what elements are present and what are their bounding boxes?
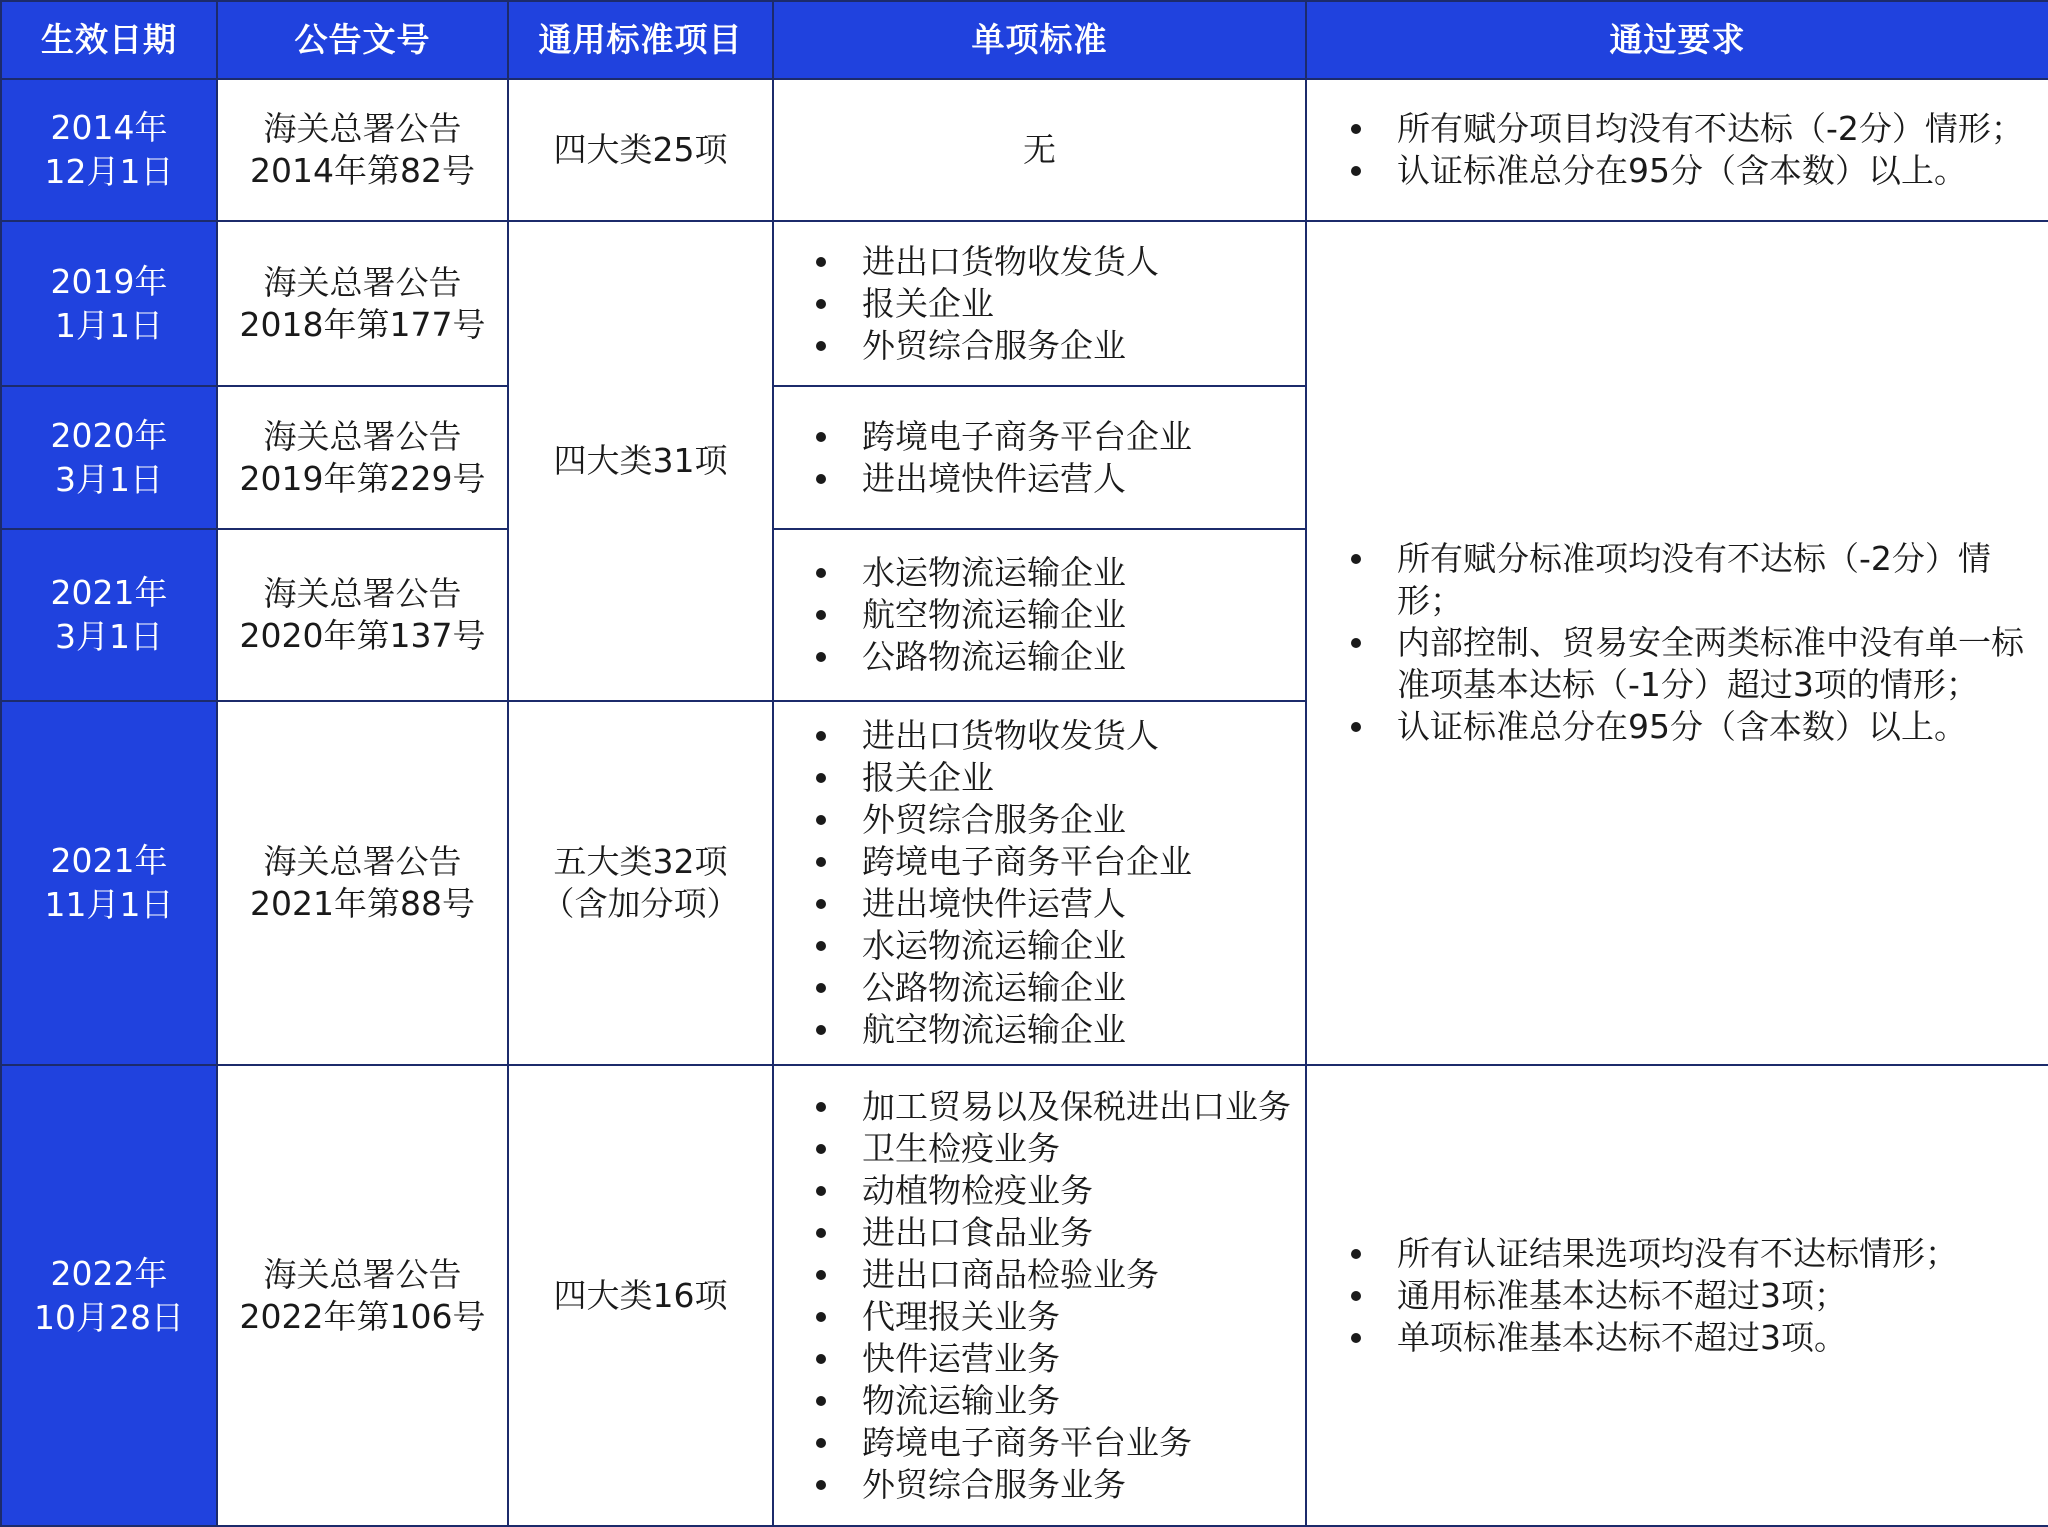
effective-date-cell: [1, 701, 217, 1065]
date-day: 3月1日: [55, 459, 163, 499]
list-item: 认证标准总分在95分（含本数）以上。: [1329, 706, 2034, 748]
list-item: 外贸综合服务企业: [794, 325, 1305, 367]
bullet-dot-icon: [816, 1438, 826, 1448]
bullet-dot-icon: [1351, 722, 1361, 732]
bullet-dot-icon: [1351, 124, 1361, 134]
header-notice-number: 公告文号: [217, 1, 508, 79]
list-item: 代理报关业务: [794, 1296, 1305, 1338]
list-item: 进出口食品业务: [794, 1212, 1305, 1254]
notice-number-cell: [217, 221, 508, 386]
list-item: 物流运输业务: [794, 1380, 1305, 1422]
bullet-dot-icon: [816, 1186, 826, 1196]
pass-requirement-cell: [1306, 79, 2048, 221]
general-standard-note: （含加分项）: [541, 884, 740, 923]
bullet-dot-icon: [816, 299, 826, 309]
notice-number-cell: [217, 386, 508, 529]
date-year: 2020年: [50, 415, 168, 455]
list-item: 跨境电子商务平台业务: [794, 1422, 1305, 1464]
bullet-dot-icon: [816, 568, 826, 578]
effective-date-cell: [1, 1065, 217, 1526]
bullet-dot-icon: [816, 1396, 826, 1406]
date-year: 2022年: [50, 1253, 168, 1293]
list-item: 公路物流运输企业: [794, 636, 1305, 678]
bullet-dot-icon: [816, 1480, 826, 1490]
list-item: 进出口商品检验业务: [794, 1254, 1305, 1296]
notice-issuer: 海关总署公告: [263, 262, 462, 302]
date-year: 2019年: [50, 261, 168, 301]
bullet-dot-icon: [816, 731, 826, 741]
single-standard-cell: [773, 221, 1306, 386]
single-standard-cell: [773, 529, 1306, 701]
notice-number-cell: [217, 701, 508, 1065]
single-standard-list: [794, 552, 1305, 678]
bullet-dot-icon: [1351, 1333, 1361, 1343]
bullet-dot-icon: [816, 474, 826, 484]
list-item: 卫生检疫业务: [794, 1128, 1305, 1170]
list-item: 公路物流运输企业: [794, 967, 1305, 1009]
list-item: 进出境快件运营人: [794, 883, 1305, 925]
general-standard-text: 四大类16项: [553, 1275, 728, 1315]
bullet-dot-icon: [1351, 1249, 1361, 1259]
bullet-dot-icon: [816, 257, 826, 267]
single-standard-list: [794, 241, 1305, 367]
list-item: 单项标准基本达标不超过3项。: [1329, 1317, 2034, 1359]
bullet-dot-icon: [816, 941, 826, 951]
list-item: 动植物检疫业务: [794, 1170, 1305, 1212]
general-standard-cell: [508, 221, 773, 701]
single-standard-list: [794, 715, 1305, 1051]
bullet-dot-icon: [1351, 554, 1361, 564]
notice-issuer: 海关总署公告: [263, 574, 462, 613]
notice-issuer: 海关总署公告: [263, 416, 462, 456]
general-standard-cell: [508, 1065, 773, 1526]
general-standard-cell: [508, 701, 773, 1065]
pass-requirement-cell: [1306, 1065, 2048, 1526]
notice-number: 2022年第106号: [239, 1296, 486, 1336]
general-standard-text: 四大类31项: [553, 441, 728, 480]
list-item: 外贸综合服务企业: [794, 799, 1305, 841]
single-standard-cell: [773, 79, 1306, 221]
bullet-dot-icon: [816, 773, 826, 783]
list-item: 水运物流运输企业: [794, 552, 1305, 594]
bullet-dot-icon: [816, 899, 826, 909]
bullet-dot-icon: [816, 1270, 826, 1280]
bullet-dot-icon: [1351, 638, 1361, 648]
header-effective-date: 生效日期: [1, 1, 217, 79]
list-item: 进出口货物收发货人: [794, 715, 1305, 757]
list-item: 报关企业: [794, 283, 1305, 325]
list-item: 所有赋分标准项均没有不达标（-2分）情形；: [1329, 538, 2034, 622]
single-standard-text: 无: [1023, 130, 1056, 169]
notice-issuer: 海关总署公告: [263, 1254, 462, 1294]
requirement-list: [1329, 1233, 2034, 1359]
bullet-dot-icon: [816, 1312, 826, 1322]
table-row: [1, 79, 2048, 221]
notice-number: 2014年第82号: [250, 151, 475, 190]
header-single-standard: 单项标准: [773, 1, 1306, 79]
list-item: 水运物流运输企业: [794, 925, 1305, 967]
table-row: [1, 221, 2048, 386]
notice-number-cell: [217, 529, 508, 701]
bullet-dot-icon: [816, 1228, 826, 1238]
list-item: 跨境电子商务平台企业: [794, 841, 1305, 883]
list-item: 所有赋分项目均没有不达标（-2分）情形；: [1329, 108, 2034, 150]
date-day: 11月1日: [44, 885, 174, 924]
date-day: 1月1日: [55, 305, 163, 345]
list-item: 外贸综合服务业务: [794, 1464, 1305, 1506]
single-standard-list: [794, 416, 1305, 500]
header-row: [1, 1, 2048, 79]
list-item: 报关企业: [794, 757, 1305, 799]
notice-number: 2021年第88号: [250, 884, 475, 923]
list-item: 进出口货物收发货人: [794, 241, 1305, 283]
bullet-dot-icon: [816, 1025, 826, 1035]
effective-date-cell: [1, 79, 217, 221]
effective-date-cell: [1, 386, 217, 529]
single-standard-list: [794, 1086, 1305, 1506]
bullet-dot-icon: [1351, 166, 1361, 176]
bullet-dot-icon: [816, 857, 826, 867]
notice-number-cell: [217, 79, 508, 221]
bullet-dot-icon: [1351, 1291, 1361, 1301]
notice-number: 2018年第177号: [239, 304, 486, 344]
general-standard-cell: [508, 79, 773, 221]
notice-number: 2019年第229号: [239, 458, 486, 498]
bullet-dot-icon: [816, 432, 826, 442]
header-pass-requirement: 通过要求: [1306, 1, 2048, 79]
general-standard-text: 四大类25项: [553, 130, 728, 169]
bullet-dot-icon: [816, 983, 826, 993]
date-year: 2021年: [50, 841, 168, 880]
list-item: 内部控制、贸易安全两类标准中没有单一标准项基本达标（-1分）超过3项的情形；: [1329, 622, 2034, 706]
bullet-dot-icon: [816, 1102, 826, 1112]
notice-number: 2020年第137号: [239, 616, 486, 655]
list-item: 认证标准总分在95分（含本数）以上。: [1329, 150, 2034, 192]
requirement-list: [1329, 108, 2034, 192]
list-item: 进出境快件运营人: [794, 458, 1305, 500]
notice-number-cell: [217, 1065, 508, 1526]
bullet-dot-icon: [816, 652, 826, 662]
list-item: 快件运营业务: [794, 1338, 1305, 1380]
requirement-list: [1329, 538, 2034, 748]
header-general-standard: 通用标准项目: [508, 1, 773, 79]
pass-requirement-cell: [1306, 221, 2048, 1065]
list-item: 航空物流运输企业: [794, 1009, 1305, 1051]
list-item: 所有认证结果选项均没有不达标情形；: [1329, 1233, 2034, 1275]
bullet-dot-icon: [816, 1144, 826, 1154]
general-standard-text: 五大类32项: [553, 842, 728, 881]
date-year: 2014年: [50, 108, 168, 147]
list-item: 航空物流运输企业: [794, 594, 1305, 636]
date-day: 12月1日: [44, 152, 174, 191]
effective-date-cell: [1, 529, 217, 701]
bullet-dot-icon: [816, 1354, 826, 1364]
notice-issuer: 海关总署公告: [263, 109, 462, 148]
bullet-dot-icon: [816, 341, 826, 351]
bullet-dot-icon: [816, 610, 826, 620]
list-item: 加工贸易以及保税进出口业务: [794, 1086, 1305, 1128]
bullet-dot-icon: [816, 815, 826, 825]
single-standard-cell: [773, 701, 1306, 1065]
notice-issuer: 海关总署公告: [263, 842, 462, 881]
list-item: 跨境电子商务平台企业: [794, 416, 1305, 458]
date-day: 3月1日: [55, 617, 163, 656]
single-standard-cell: [773, 386, 1306, 529]
table-row: [1, 1065, 2048, 1526]
effective-date-cell: [1, 221, 217, 386]
date-year: 2021年: [50, 573, 168, 612]
single-standard-cell: [773, 1065, 1306, 1526]
list-item: 通用标准基本达标不超过3项；: [1329, 1275, 2034, 1317]
date-day: 10月28日: [34, 1297, 184, 1337]
